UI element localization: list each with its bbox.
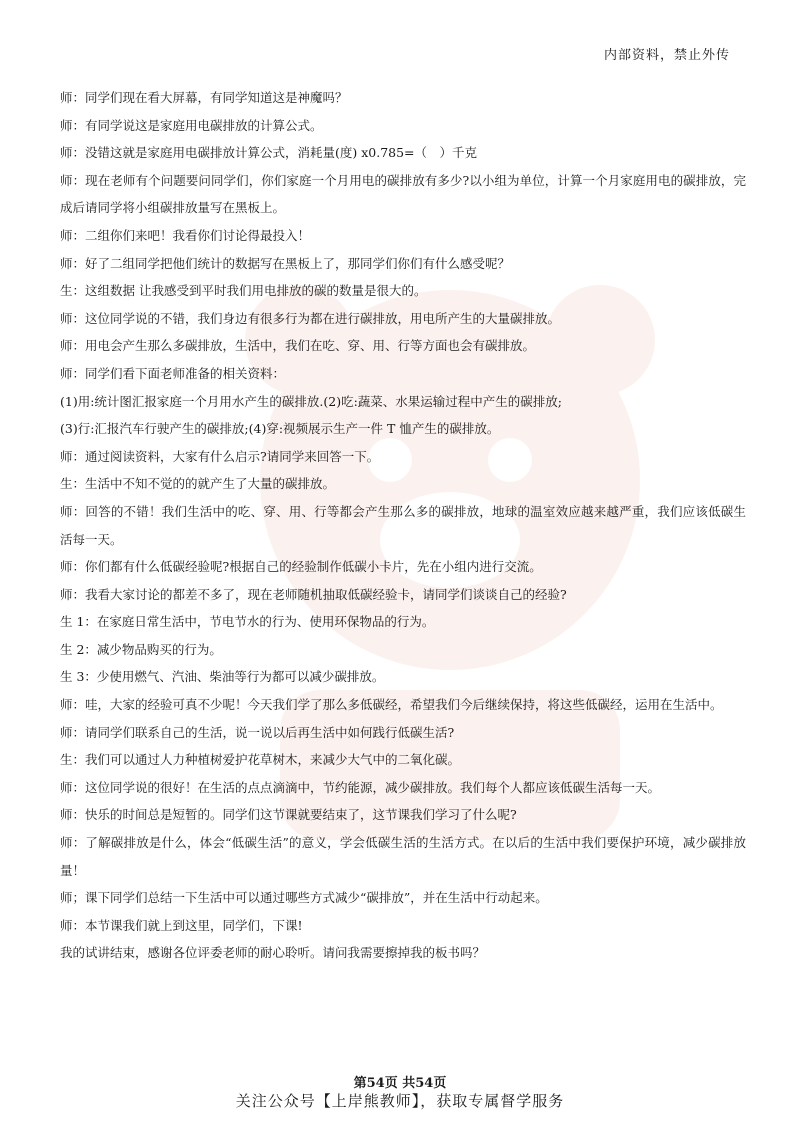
transcript-line: 生 2：减少物品购买的行为。 bbox=[60, 641, 222, 657]
transcript-line: 师：你们都有什么低碳经验呢?根据自己的经验制作低碳小卡片，先在小组内进行交流。 bbox=[60, 559, 542, 575]
transcript-line: 师：二组你们来吧！我看你们讨论得最投入！ bbox=[60, 227, 311, 243]
transcript-line: 生：这组数据 让我感受到平时我们用电排放的碳的数量是很大的。 bbox=[60, 283, 427, 299]
transcript-line: 师：同学们看下面老师准备的相关资料： bbox=[60, 365, 286, 381]
transcript-line: 生：生活中不知不觉的的就产生了大量的碳排放。 bbox=[60, 476, 336, 492]
footer-promo: 关注公众号【上岸熊教师】，获取专属督学服务 bbox=[235, 1092, 565, 1110]
transcript-line: 师：请同学们联系自己的生活，说一说以后再生活中如何践行低碳生活? bbox=[60, 724, 455, 740]
transcript-line: 我的试讲结束，感谢各位评委老师的耐心聆听。请问我需要擦掉我的板书吗？ bbox=[60, 945, 486, 961]
transcript-line: 师：哇，大家的经验可真不少呢！今天我们学了那么多低碳经，希望我们今后继续保持，将这些低碳经，运用在生活中。 bbox=[60, 697, 723, 713]
transcript-line: 师：用电会产生那么多碳排放，生活中，我们在吃、穿、用、行等方面也会有碳排放。 bbox=[60, 338, 536, 354]
transcript-line: 生 3：少使用燃气、汽油、柴油等行为都可以减少碳排放。 bbox=[60, 669, 385, 685]
transcript-line: 师：没错这就是家庭用电碳排放计算公式，消耗量(度) x0.785=（ ）千克 bbox=[60, 145, 478, 161]
transcript-line: 师：好了二组同学把他们统计的数据写在黑板上了，那同学们你们有什么感受呢？ bbox=[60, 255, 511, 271]
transcript-line: 师：现在老师有个问题要问同学们，你们家庭一个月用电的碳排放有多少?以小组为单位，计算一个月家庭用电的碳排放，完成后请同学将小组碳排放量写在黑板上。 bbox=[60, 172, 746, 216]
transcript-line: 生：我们可以通过人力种植树爱护花草树木，来减少大气中的二氧化碳。 bbox=[60, 752, 461, 768]
transcript-line: 师：有同学说这是家庭用电碳排放的计算公式。 bbox=[60, 117, 323, 133]
transcript-line: 师：这位同学说的很好！在生活的点点滴滴中，节约能源，减少碳排放。我们每个人都应该低碳生活每一天。 bbox=[60, 779, 661, 795]
transcript-line: 生 1：在家庭日常生活中，节电节水的行为、使用环保物品的行为。 bbox=[60, 614, 435, 630]
transcript-line: 师：通过阅读资料，大家有什么启示?请同学来回答一下。 bbox=[60, 448, 380, 464]
transcript-line: (3)行:汇报汽车行驶产生的碳排放;(4)穿:视频展示生产一件 T 恤产生的碳排放。 bbox=[60, 421, 500, 437]
transcript-line: 师；课下同学们总结一下生活中可以通过哪些方式减少“碳排放”，并在生活中行动起来。 bbox=[60, 890, 548, 906]
transcript-line: 师：快乐的时间总是短暂的。同学们这节课就要结束了，这节课我们学习了什么呢? bbox=[60, 807, 517, 823]
transcript-line: 师：本节课我们就上到这里，同学们，下课! bbox=[60, 917, 303, 933]
transcript-line: 师：了解碳排放是什么，体会“低碳生活”的意义，学会低碳生活的生活方式。在以后的生活中我们要保护环境，减少碳排放量！ bbox=[60, 835, 746, 878]
transcript-line: 师：这位同学说的不错，我们身边有很多行为都在进行碳排放，用电所产生的大量碳排放。 bbox=[60, 310, 561, 326]
lesson-transcript bbox=[60, 84, 746, 967]
confidential-note: 内部资料，禁止外传 bbox=[603, 48, 730, 63]
transcript-line: 师：回答的不错！我们生活中的吃、穿、用、行等都会产生那么多的碳排放，地球的温室效应越来越严重，我们应该低碳生活每一天。 bbox=[60, 503, 746, 547]
transcript-line: 师：同学们现在看大屏幕，有同学知道这是神魔吗？ bbox=[60, 90, 348, 105]
transcript-line: 师：我看大家讨论的都差不多了，现在老师随机抽取低碳经验卡，请同学们谈谈自己的经验? bbox=[60, 586, 567, 602]
page-number: 第54页 共54页 bbox=[353, 1076, 447, 1091]
transcript-line: (1)用:统计图汇报家庭一个月用水产生的碳排放.(2)吃:蔬菜、水果运输过程中产生的碳排放; bbox=[60, 393, 563, 409]
